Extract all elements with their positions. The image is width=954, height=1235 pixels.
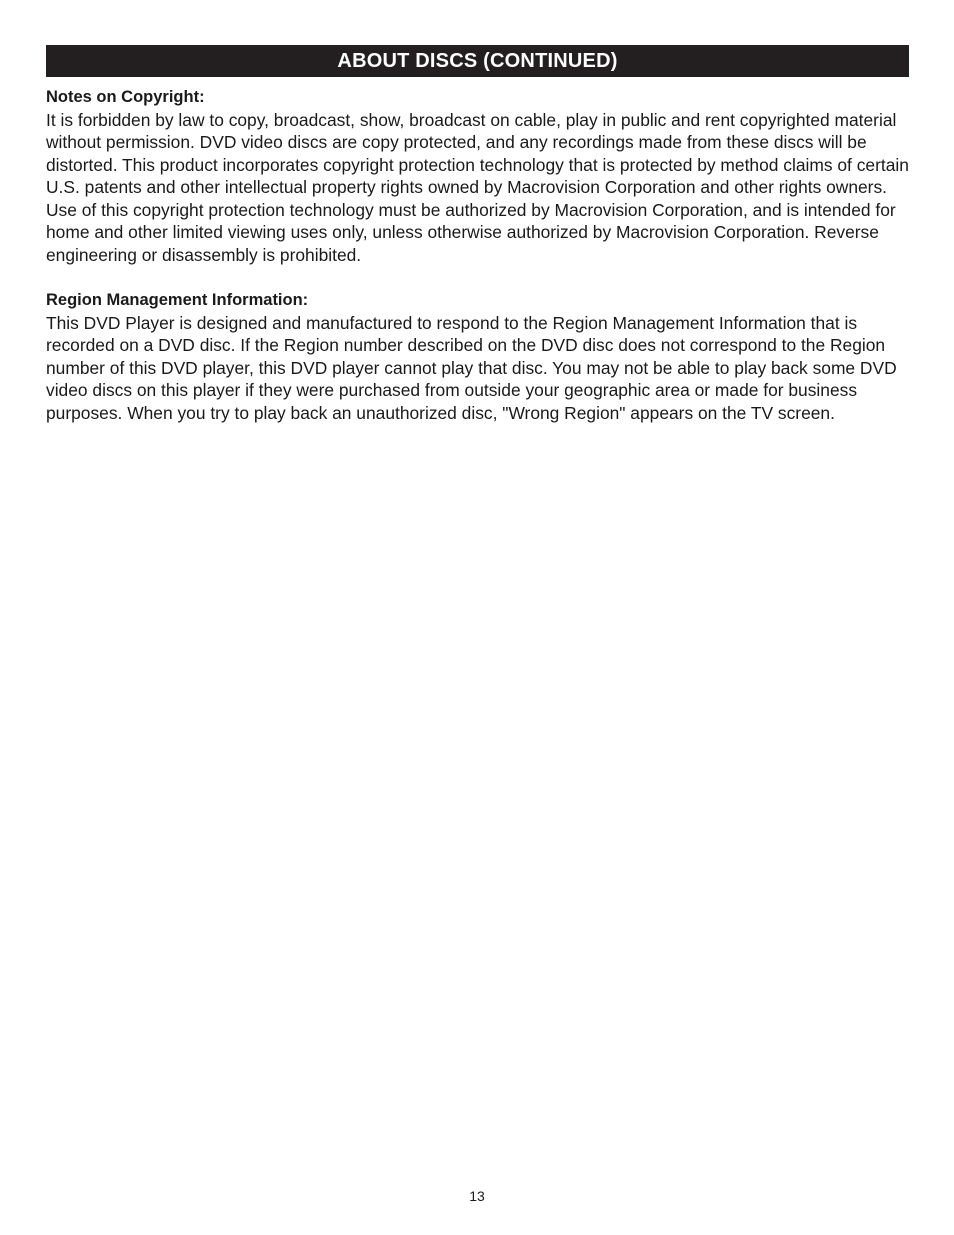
document-page (46, 45, 909, 424)
region-management-heading: Region Management Information: (46, 291, 309, 309)
region-management-section (46, 289, 909, 424)
copyright-section (46, 86, 909, 266)
copyright-heading: Notes on Copyright: (46, 88, 205, 106)
page-title: ABOUT DISCS (CONTINUED) (337, 49, 618, 72)
copyright-paragraph: It is forbidden by law to copy, broadcast, show, broadcast on cable, play in public and rent copyrighted material without permission. DVD video discs are copy protected, and any recordings made from these discs will be distorted. This product incorporates copyright protection technology that is protected by method claims of certain U.S. patents and other intellectual property rights owned by Macrovision Corporation and other rights owners. Use of this copyright protection technology must be authorized by Macrovision Corporation, and is intended for home and other limited viewing uses only, unless otherwise authorized by Macrovision Corporation. Reverse engineering or disassembly is prohibited. (46, 109, 909, 265)
section-header-bar (46, 45, 909, 77)
page-number: 13 (469, 1188, 485, 1204)
region-management-paragraph: This DVD Player is designed and manufactured to respond to the Region Management Information that is recorded on a DVD disc. If the Region number described on the DVD disc does not correspond to the Region number of this DVD player, this DVD player cannot play that disc. You may not be able to play back some DVD video discs on this player if they were purchased from outside your geographic area or made for business purposes. When you try to play back an unauthorized disc, "Wrong Region" appears on the TV screen. (46, 312, 897, 423)
